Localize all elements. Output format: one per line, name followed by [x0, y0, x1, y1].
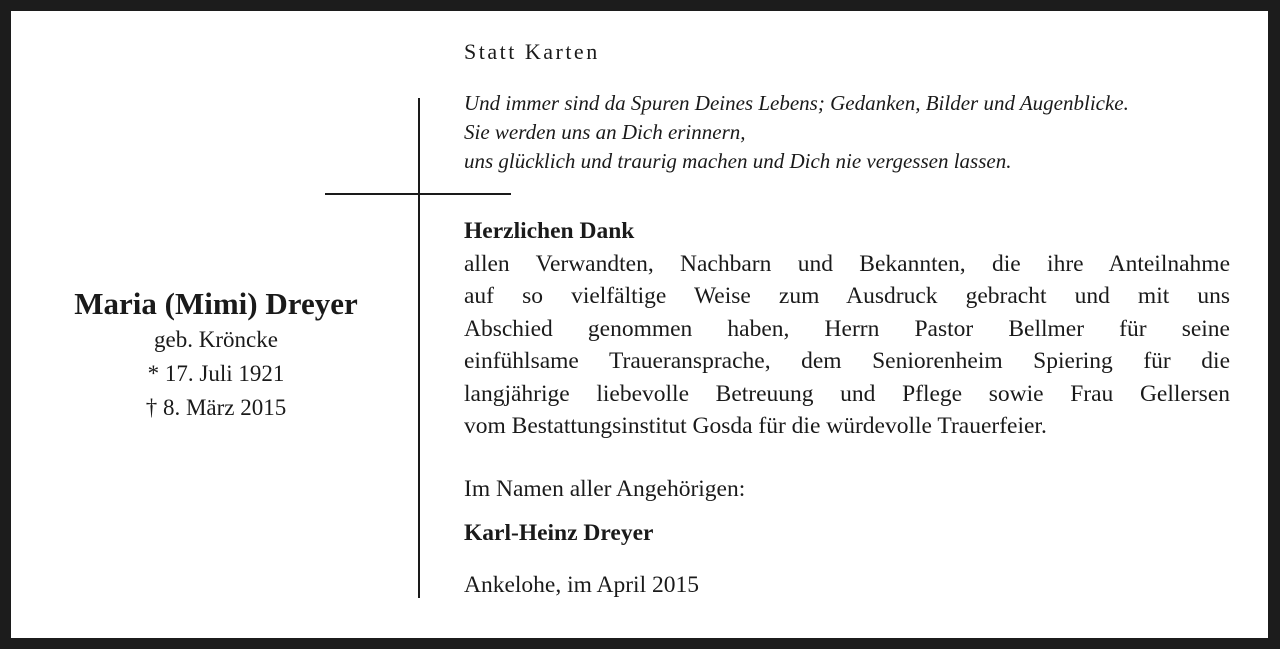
maiden-name: geb. Kröncke	[154, 327, 278, 352]
death-date: † 8. März 2015	[145, 395, 287, 420]
thanks-section	[464, 215, 1230, 443]
thanks-line: einfühlsame Traueransprache, dem Seniorenheim Spiering für die	[464, 348, 1230, 374]
quote-line: Und immer sind da Spuren Deines Lebens; Gedanken, Bilder und Augenblicke.	[464, 91, 1129, 115]
deceased-name: Maria (Mimi) Dreyer	[74, 286, 358, 321]
place-date: Ankelohe, im April 2015	[464, 572, 699, 598]
quote-line: uns glücklich und traurig machen und Dich nie vergessen lassen.	[464, 149, 1012, 173]
thanks-body	[464, 248, 1230, 443]
thanks-heading: Herzlichen Dank	[464, 218, 635, 244]
statt-karten-label: Statt Karten	[464, 39, 600, 64]
signer-name: Karl-Heinz Dreyer	[464, 520, 654, 546]
cross-horizontal-bar	[325, 193, 511, 195]
thanks-line: allen Verwandten, Nachbarn und Bekannten, die ihre Anteilnahme	[464, 250, 1230, 277]
deceased-info	[31, 285, 401, 425]
thanks-line: langjährige liebevolle Betreuung und Pflege sowie Frau Gellersen	[464, 380, 1230, 407]
cross-vertical-bar	[418, 98, 420, 598]
closing-section	[464, 473, 745, 601]
thanks-line: auf so vielfältige Weise zum Ausdruck gebracht und mit uns	[464, 283, 1230, 309]
obituary-card	[11, 11, 1268, 638]
closing-greeting: Im Namen aller Angehörigen:	[464, 476, 746, 502]
thanks-line: vom Bestattungsinstitut Gosda für die würdevolle Trauerfeier.	[464, 413, 1047, 439]
birth-date: * 17. Juli 1921	[147, 361, 285, 386]
thanks-line: Abschied genommen haben, Herrn Pastor Bellmer für seine	[464, 315, 1230, 342]
quote-line: Sie werden uns an Dich erinnern,	[464, 120, 746, 144]
memorial-quote	[464, 89, 1254, 176]
